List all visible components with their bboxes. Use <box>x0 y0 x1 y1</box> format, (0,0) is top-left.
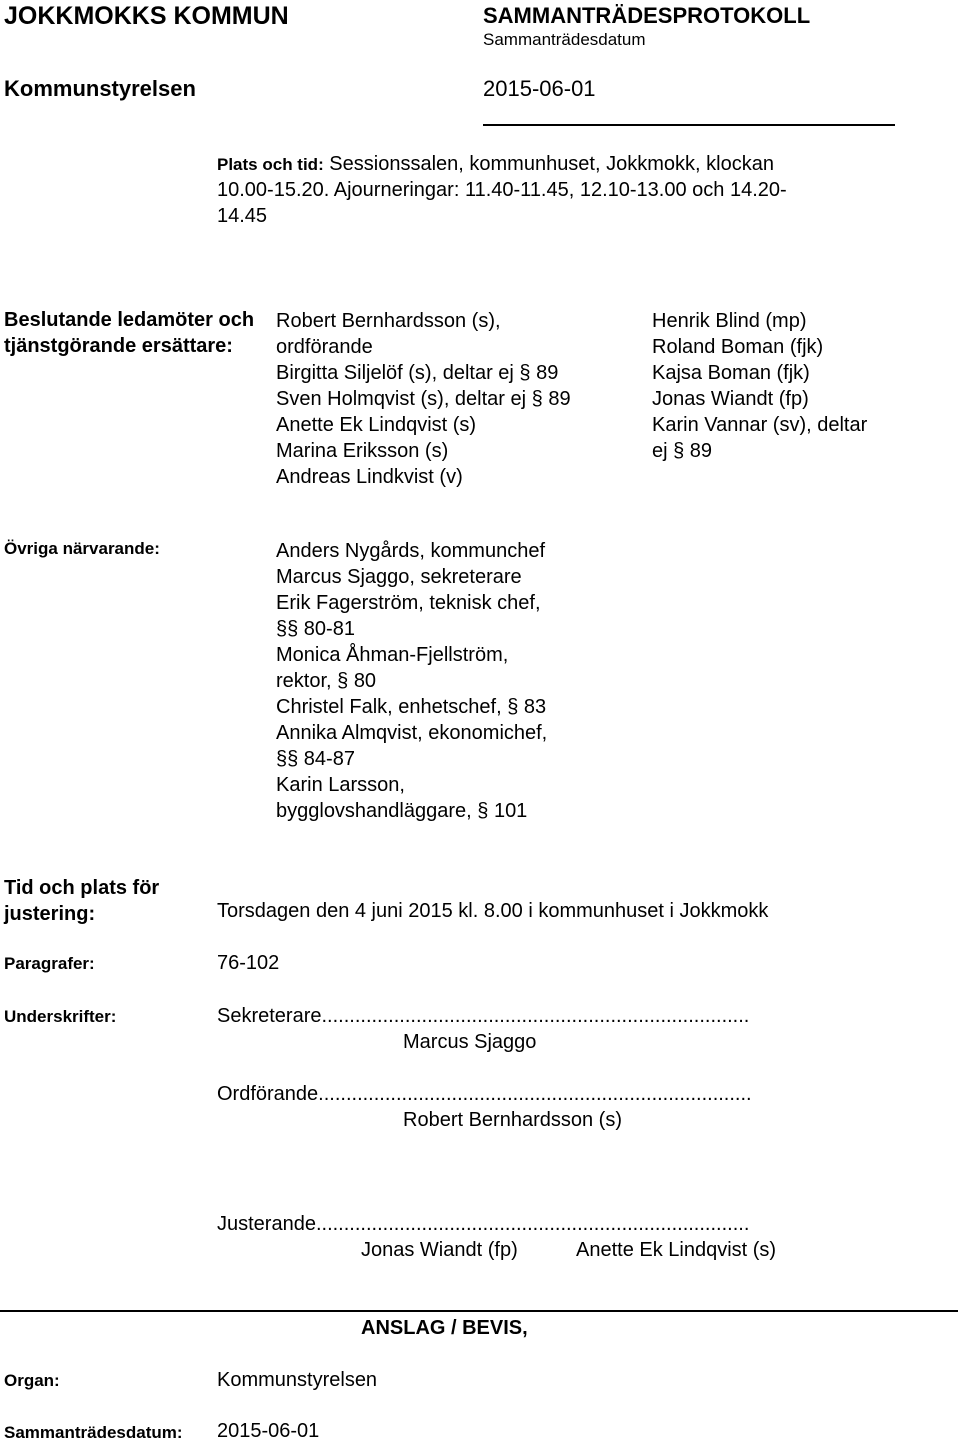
notice-title: ANSLAG / BEVIS, <box>361 1317 528 1339</box>
header-rule <box>483 124 895 126</box>
adjust-label <box>4 875 159 927</box>
member-line: Roland Boman (fjk) <box>652 336 824 358</box>
date-label: Sammanträdesdatum <box>483 30 646 49</box>
chair-signature-line: Ordförande.............................................................................. <box>217 1083 752 1105</box>
chair-name: Robert Bernhardsson (s) <box>403 1109 622 1131</box>
adjust-label-line2: justering: <box>4 903 96 925</box>
other-line: Erik Fagerström, teknisk chef, <box>276 592 541 614</box>
others-label: Övriga närvarande: <box>4 539 160 558</box>
place-time-line3: 14.45 <box>217 205 268 227</box>
meeting-date: 2015-06-01 <box>483 76 596 101</box>
members-col1 <box>276 308 571 490</box>
adjuster-name-1: Jonas Wiandt (fp) <box>361 1239 518 1261</box>
notice-date-value: 2015-06-01 <box>217 1420 320 1442</box>
secretary-name: Marcus Sjaggo <box>403 1031 537 1053</box>
place-time-line1: Sessionssalen, kommunhuset, Jokkmokk, klockan <box>329 153 774 175</box>
notice-rule <box>0 1310 958 1312</box>
member-line: Kajsa Boman (fjk) <box>652 362 810 384</box>
document-type: SAMMANTRÄDESPROTOKOLL <box>483 3 811 28</box>
other-line: Annika Almqvist, ekonomichef, <box>276 722 548 744</box>
place-time-block <box>217 151 787 229</box>
adjuster-signature-line: Justerande.............................................................................. <box>217 1213 750 1235</box>
other-line: Christel Falk, enhetschef, § 83 <box>276 696 547 718</box>
other-line: Marcus Sjaggo, sekreterare <box>276 566 522 588</box>
other-line: rektor, § 80 <box>276 670 377 692</box>
member-line: Robert Bernhardsson (s), <box>276 310 501 332</box>
other-line: §§ 84-87 <box>276 748 355 770</box>
member-line: ej § 89 <box>652 440 713 462</box>
others-list <box>276 538 547 824</box>
other-line: §§ 80-81 <box>276 618 355 640</box>
member-line: Birgitta Siljelöf (s), deltar ej § 89 <box>276 362 559 384</box>
notice-date-label: Sammanträdesdatum: <box>4 1423 183 1442</box>
adjust-value: Torsdagen den 4 juni 2015 kl. 8.00 i kommunhuset i Jokkmokk <box>217 900 769 922</box>
other-line: Monica Åhman-Fjellström, <box>276 644 509 666</box>
signatures-label: Underskrifter: <box>4 1007 117 1026</box>
member-line: Karin Vannar (sv), deltar <box>652 414 868 436</box>
members-label <box>4 307 254 359</box>
members-label-line1: Beslutande ledamöter och <box>4 309 255 331</box>
other-line: Karin Larsson, <box>276 774 405 796</box>
paragraphs-value: 76-102 <box>217 952 280 974</box>
board-name: Kommunstyrelsen <box>4 76 196 101</box>
organ-value: Kommunstyrelsen <box>217 1369 378 1391</box>
paragraphs-label: Paragrafer: <box>4 954 95 973</box>
municipality-name: JOKKMOKKS KOMMUN <box>4 2 289 30</box>
secretary-signature-line: Sekreterare............................................................................. <box>217 1005 750 1027</box>
member-line: Marina Eriksson (s) <box>276 440 449 462</box>
member-line: Henrik Blind (mp) <box>652 310 807 332</box>
place-time-label: Plats och tid: <box>217 155 324 174</box>
organ-label: Organ: <box>4 1371 60 1390</box>
other-line: bygglovshandläggare, § 101 <box>276 800 528 822</box>
member-line: Anette Ek Lindqvist (s) <box>276 414 477 436</box>
member-line: Sven Holmqvist (s), deltar ej § 89 <box>276 388 571 410</box>
member-line: Andreas Lindkvist (v) <box>276 466 463 488</box>
place-time-line2: 10.00-15.20. Ajourneringar: 11.40-11.45, 12.10-13.00 och 14.20- <box>217 179 787 201</box>
adjust-label-line1: Tid och plats för <box>4 877 160 899</box>
adjuster-name-2: Anette Ek Lindqvist (s) <box>576 1239 777 1261</box>
members-label-line2: tjänstgörande ersättare: <box>4 335 233 357</box>
member-line: Jonas Wiandt (fp) <box>652 388 809 410</box>
member-line: ordförande <box>276 336 373 358</box>
members-col2 <box>652 308 867 464</box>
other-line: Anders Nygårds, kommunchef <box>276 540 546 562</box>
